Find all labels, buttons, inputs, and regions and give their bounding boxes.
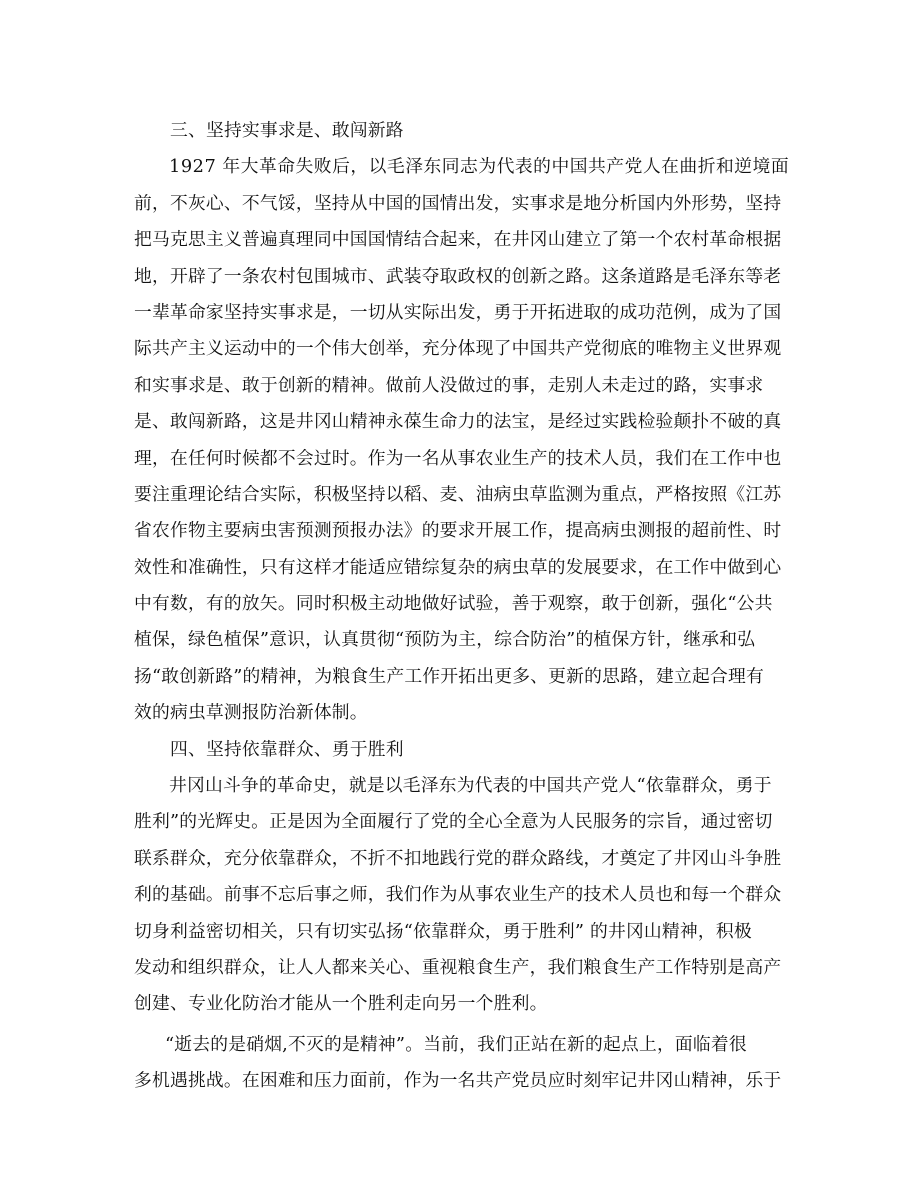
paragraph-line: 一辈革命家坚持实事求是，一切从实际出发，勇于开拓进取的成功范例，成为了国 xyxy=(134,301,782,323)
paragraph-line: 效的病虫草测报防治新体制。 xyxy=(134,702,368,724)
paragraph-line: 和实事求是、敢于创新的精神。做前人没做过的事，走别人未走过的路，实事求 xyxy=(134,374,764,396)
paragraph-line: 中有数，有的放矢。同时积极主动地做好试验，善于观察，敢于创新，强化“公共 xyxy=(134,593,773,615)
paragraph-line: 1927 年大革命失败后，以毛泽东同志为代表的中国共产党人在曲折和逆境面 xyxy=(169,156,790,178)
paragraph-line: 发动和组织群众，让人人都来关心、重视粮食生产，我们粮食生产工作特别是高产 xyxy=(134,956,782,978)
paragraph-line: 扬“敢创新路”的精神，为粮食生产工作开拓出更多、更新的思路，建立起合理有 xyxy=(134,665,764,687)
paragraph-line: 要注重理论结合实际，积极坚持以稻、麦、油病虫草监测为重点，严格按照《江苏 xyxy=(134,483,782,505)
paragraph-line: 切身利益密切相关，只有切实弘扬“依靠群众，勇于胜利” 的井冈山精神，积极 xyxy=(134,920,752,942)
paragraph-line: 理，在任何时候都不会过时。作为一名从事农业生产的技术人员，我们在工作中也 xyxy=(134,447,782,469)
paragraph-line: 利的基础。前事不忘后事之师，我们作为从事农业生产的技术人员也和每一个群众 xyxy=(134,884,782,906)
section-heading-3: 三、坚持实事求是、敢闯新路 xyxy=(170,120,404,141)
paragraph-line: 井冈山斗争的革命史，就是以毛泽东为代表的中国共产党人“依靠群众，勇于 xyxy=(169,775,772,797)
paragraph-line: 前，不灰心、不气馁，坚持从中国的国情出发，实事求是地分析国内外形势，坚持 xyxy=(134,192,782,214)
paragraph-line: “逝去的是硝烟,不灭的是精神”。当前，我们正站在新的起点上，面临着很 xyxy=(165,1033,747,1055)
paragraph-line: 际共产主义运动中的一个伟大创举，充分体现了中国共产党彻底的唯物主义世界观 xyxy=(134,338,782,360)
paragraph-line: 是、敢闯新路，这是井冈山精神永葆生命力的法宝，是经过实践检验颠扑不破的真 xyxy=(134,411,782,433)
paragraph-line: 创建、专业化防治才能从一个胜利走向另一个胜利。 xyxy=(134,993,548,1015)
document-body xyxy=(134,113,790,1100)
paragraph-line: 胜利”的光辉史。正是因为全面履行了党的全心全意为人民服务的宗旨，通过密切 xyxy=(134,811,773,833)
paragraph-line: 效性和准确性，只有这样才能适应错综复杂的病虫草的发展要求，在工作中做到心 xyxy=(134,556,782,578)
paragraph-line: 地，开辟了一条农村包围城市、武装夺取政权的创新之路。这条道路是毛泽东等老 xyxy=(134,265,782,287)
paragraph-line: 把马克思主义普遍真理同中国国情结合起来，在井冈山建立了第一个农村革命根据 xyxy=(134,229,782,251)
section-heading-4: 四、坚持依靠群众、勇于胜利 xyxy=(170,738,404,760)
paragraph-line: 多机遇挑战。在困难和压力面前，作为一名共产党员应时刻牢记井冈山精神，乐于 xyxy=(134,1070,782,1092)
paragraph-line: 联系群众，充分依靠群众，不折不扣地践行党的群众路线，才奠定了井冈山斗争胜 xyxy=(134,847,782,869)
paragraph-line: 植保，绿色植保”意识，认真贯彻“预防为主，综合防治”的植保方针，继承和弘 xyxy=(134,629,756,651)
paragraph-line: 省农作物主要病虫害预测预报办法》的要求开展工作，提高病虫测报的超前性、时 xyxy=(134,520,782,542)
